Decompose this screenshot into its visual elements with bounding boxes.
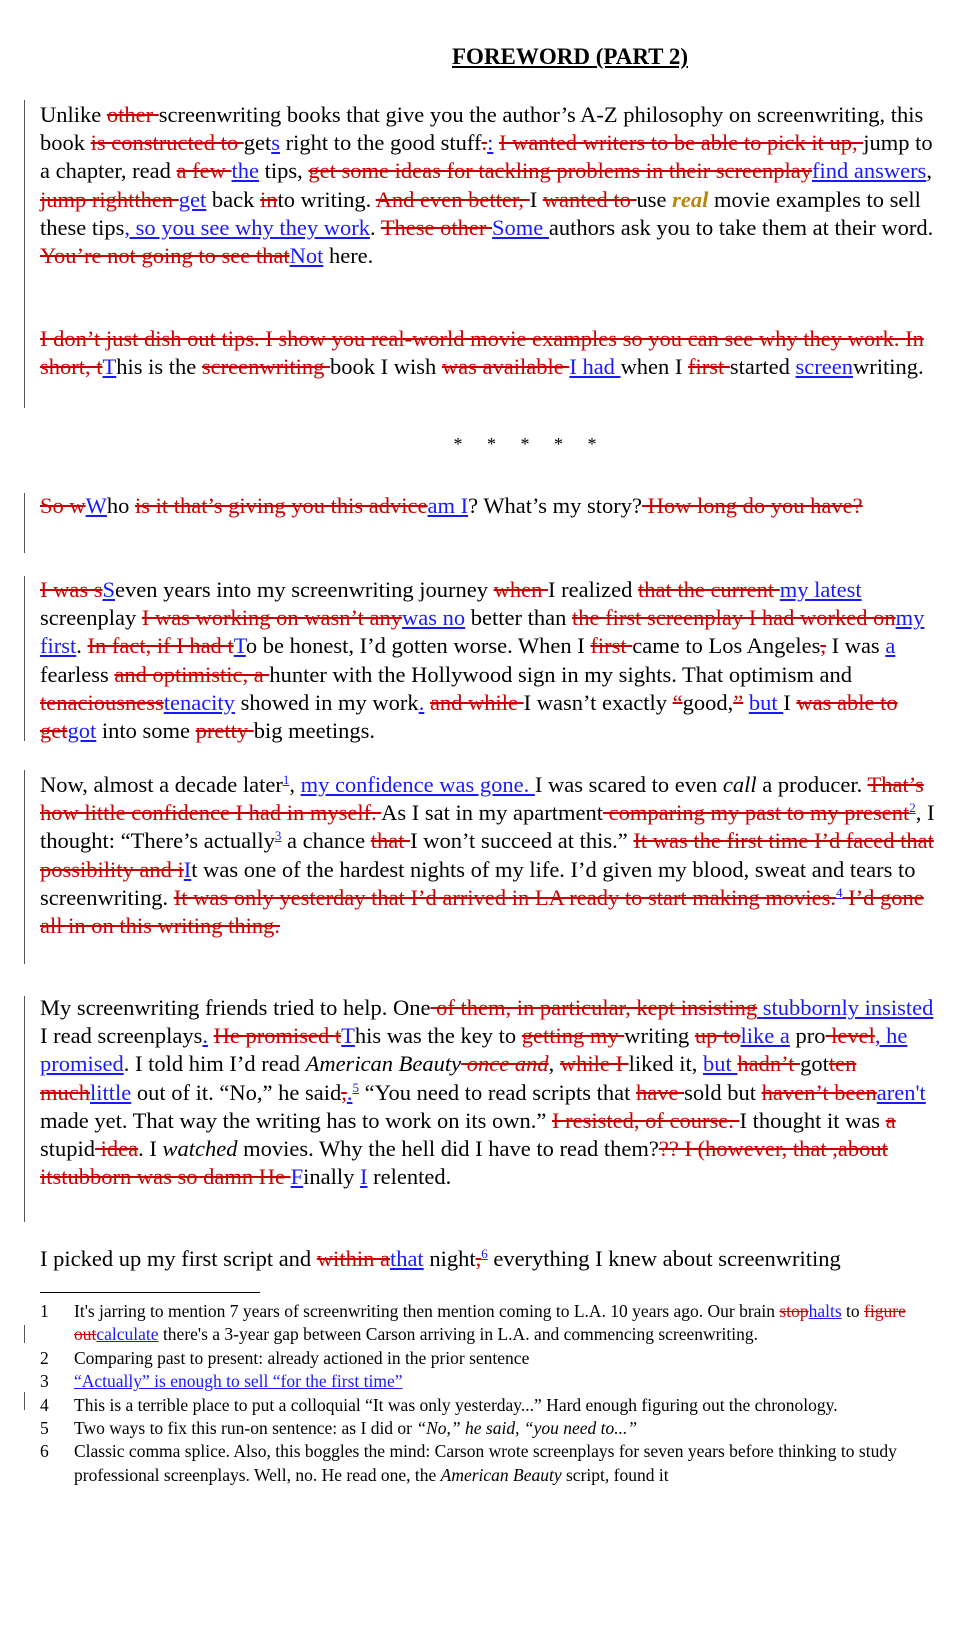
insertion: find answers — [811, 158, 927, 184]
deletion: I don’t just dish out tips. I show you real-world movie examples so you can see why they work. In short, t — [40, 326, 924, 380]
paragraph-7: I picked up my first script and within athat night,$^6$ everything I knew about screenwriting — [40, 1246, 841, 1271]
deletion: is constructed to — [90, 130, 244, 156]
deletion: That’s how little confidence I had in myself. — [40, 772, 924, 826]
insertion: Some — [492, 214, 549, 240]
insertion: . — [418, 689, 425, 715]
deletion: , — [820, 633, 826, 659]
deletion: So w — [40, 493, 86, 518]
page-title: FOREWORD (PART 2) — [452, 44, 688, 69]
deletion: once and — [461, 1051, 549, 1077]
insertion: T — [233, 633, 246, 659]
insertion: screen — [795, 354, 853, 380]
deletion: when — [493, 577, 549, 602]
deletion: the first screenplay I had worked on — [571, 605, 896, 631]
deletion: a few — [176, 158, 232, 184]
deletion: I was s — [40, 577, 103, 602]
deletion: and optimistic, a — [114, 661, 270, 687]
insertion: T — [102, 354, 117, 380]
deletion: getting my — [521, 1023, 625, 1049]
deletion: first — [688, 354, 730, 380]
deletion: was able to get — [40, 689, 898, 744]
insertion: but — [748, 689, 784, 715]
insertion: my confidence was gone. — [300, 772, 535, 797]
paragraph-6: My screenwriting friends tried to help. One of them, in particular, kept insisting stubbornly insisted I read screenplays. He promised tThis was the key to getting my writing up tolike a pro level, he promised. I told him I’d read American Beauty once and, while I liked it, but hadn’t gotten muchlittle out of it. “No,” he said,.$^5$ “You need to read scripts that have sold but haven’t beenaren't made yet. That way the writing has to work on its own.” I resisted, of course. I thought it was a stupid idea. I watched movies. Why the hell did I have to read them??? I (however, that ,about itstubborn was so damn He Finally I relented. — [40, 995, 934, 1190]
deletion: , — [341, 1079, 347, 1105]
deletion: tenaciousness — [40, 689, 164, 715]
deletion: These other — [380, 214, 493, 240]
deletion: How long do you have? — [642, 493, 863, 518]
footnote: 3 “Actually” is enough to sell “for the first time” — [40, 1371, 403, 1392]
deletion: then — [134, 186, 179, 212]
deletion: ten — [828, 1051, 857, 1077]
insertion: Not — [289, 243, 324, 269]
deletion: . — [481, 130, 488, 156]
deletion: And even better, — [375, 186, 530, 212]
insertion: W — [85, 493, 107, 518]
insertion: stubbornly insisted — [762, 995, 934, 1020]
deletion: comparing my past to my present — [603, 800, 910, 826]
deletion: figure out — [74, 1301, 906, 1345]
deletion: in — [259, 186, 278, 212]
deletion: I was working on wasn’t any — [141, 605, 402, 631]
footnote: 5 Two ways to fix this run-on sentence: as I did or “No,” he said, “you need to...” — [40, 1418, 638, 1439]
change-bar — [24, 100, 25, 408]
insertion: am I — [427, 493, 469, 518]
footnote-ref[interactable]: 4 — [836, 884, 843, 900]
footnote-ref[interactable]: 6 — [481, 1246, 488, 1261]
deletion: He promised t — [213, 1023, 342, 1049]
deletion: is it that’s giving you this advice — [135, 493, 428, 518]
deletion: , — [475, 1246, 482, 1271]
deletion: that — [370, 828, 411, 854]
deletion: wanted to — [542, 186, 637, 212]
deletion: that the current — [637, 577, 780, 602]
insertion: I had — [569, 354, 621, 380]
deletion: hadn’t — [737, 1051, 801, 1077]
deletion: idea — [95, 1136, 139, 1162]
footnote: 1 It's jarring to mention 7 years of screenwriting then mention coming to L.A. 10 years ago. Our brain stophalts to figure outcalculate there's a 3-year gap between Carson arriving in L.A. and commencing screenwriting. — [40, 1301, 906, 1345]
footnote-ref[interactable]: 5 — [352, 1079, 359, 1095]
insertion: S — [102, 577, 116, 602]
insertion: . — [346, 1079, 353, 1105]
insertion: my first — [40, 605, 925, 659]
deletion: ” — [733, 689, 744, 715]
insertion: aren't — [876, 1079, 926, 1105]
insertion: my latest — [779, 577, 862, 602]
insertion: F — [290, 1164, 304, 1190]
footnote: 4 This is a terrible place to put a colloquial “It was only yesterday...” Hard enough figuring out the chronology. — [40, 1394, 838, 1415]
insertion: , so you see why they work — [124, 214, 370, 240]
deletion: haven’t been — [761, 1079, 877, 1105]
insertion: calculate — [96, 1324, 159, 1345]
deletion: up to — [694, 1023, 741, 1049]
deletion: first — [590, 633, 633, 659]
insertion: s — [271, 130, 280, 156]
deletion: It was only yesterday that I’d arrived in LA ready to start making movies. — [173, 884, 837, 910]
insertion: a — [885, 633, 896, 659]
insertion: was no — [402, 605, 466, 631]
insertion: I — [360, 1164, 368, 1190]
change-bar — [24, 996, 25, 1222]
footnote: 2 Comparing past to present: already actioned in the prior sentence — [40, 1347, 530, 1368]
footnote-ref[interactable]: 2 — [909, 800, 916, 816]
paragraph-4: I was sSeven years into my screenwriting journey when I realized that the current my latest screenplay I was working on wasn’t anywas no better than the first screenplay I had worked onmy first. In fact, if I had tTo be honest, I’d gotten worse. When I first came to Los Angeles, I was a fearless and optimistic, a hunter with the Hollywood sign in my sights. That optimism and tenaciousnesstenacity showed in my work. and while I wasn’t exactly “good,” but I was able to getgot into some pretty big meetings. — [40, 577, 925, 744]
insertion: the — [231, 158, 259, 184]
deletion: It was the first time I’d faced that possibility and i — [40, 828, 934, 882]
section-separator: * * * * * — [453, 434, 607, 454]
deletion: was available — [441, 354, 570, 380]
insertion: : — [487, 130, 494, 156]
insertion: . — [202, 1023, 209, 1049]
deletion: jump right — [40, 186, 135, 212]
change-bar — [24, 770, 25, 964]
deletion: of them, in particular, kept insisting — [430, 995, 758, 1020]
insertion: get — [178, 186, 207, 212]
deletion: have — [635, 1079, 685, 1105]
insertion: but — [703, 1051, 738, 1077]
change-bar — [24, 576, 25, 741]
paragraph-1: Unlike other screenwriting books that give you the author’s A-Z philosophy on screenwriting, this book is constructed to gets right to the good stuff.: I wanted writers to be able to pick it up, jump to a chapter, read a few the tips, get some ideas for tackling problems in their screenplayfind answers, jump rightthen get back into writing. And even better, I wanted to use real movie examples to sell these tips, so you see why they work. These other Some authors ask you to take them at their word. You’re not going to see thatNot here. — [40, 102, 934, 269]
emphasis-real: real — [672, 186, 709, 212]
paragraph-3: So wWho is it that’s giving you this adviceam I? What’s my story? How long do you have? — [40, 493, 863, 518]
deletion: pretty — [195, 718, 254, 744]
footnote-separator — [40, 1292, 260, 1293]
footnotes — [40, 1300, 940, 1487]
deletion: In fact, if I had t — [87, 633, 234, 659]
deletion: a — [885, 1107, 896, 1133]
deletion: stop — [779, 1301, 809, 1321]
insertion: , he promised — [40, 1023, 908, 1077]
deletion: and while — [429, 689, 524, 715]
deletion: I’d gone all in on this writing thing. — [40, 884, 924, 939]
change-bar — [24, 1325, 25, 1343]
insertion: “Actually” is enough to sell “for the first time” — [74, 1371, 403, 1392]
change-bar — [24, 493, 25, 553]
deletion: You’re not going to see that — [40, 243, 290, 269]
insertion: that — [389, 1246, 424, 1271]
paragraph-5: Now, almost a decade later$^1$, my confidence was gone. I was scared to even call a producer. That’s how little confidence I had in myself. As I sat in my apartment comparing my past to my present$^2$, I thought: “There’s actually$^3$ a chance that I won’t succeed at this.” It was the first time I’d faced that possibility and iIt was one of the hardest nights of my life. I’d given my blood, sweat and tears to screenwriting. It was only yesterday that I’d arrived in LA ready to start making movies.$^4$ I’d gone all in on this writing thing. — [40, 772, 935, 939]
paragraph-2: I don’t just dish out tips. I show you real-world movie examples so you can see why they work. In short, tThis is the screenwriting book I wish was available I had when I first started screenwriting. — [40, 326, 924, 380]
footnote-ref[interactable]: 3 — [274, 828, 282, 844]
deletion: within a — [316, 1246, 390, 1271]
deletion: “ — [672, 689, 683, 715]
insertion: T — [341, 1023, 355, 1049]
deletion: level — [825, 1023, 875, 1049]
footnote: 6 Classic comma splice. Also, this boggles the mind: Carson wrote screenplays for seven years before thinking to study professional screenplays. Well, no. He read one, the American Beauty script, found it — [40, 1441, 897, 1485]
change-bar — [24, 1392, 25, 1410]
deletion: I resisted, of course. — [552, 1107, 740, 1133]
deletion: ?? I (however, that ,about itstubborn was so damn He — [40, 1136, 888, 1190]
deletion: screenwriting — [201, 354, 330, 380]
deletion: much — [40, 1079, 90, 1105]
deletion: I wanted writers to be able to pick it up, — [498, 130, 864, 156]
insertion: halts — [808, 1301, 842, 1321]
deletion: get some ideas for tackling problems in their screenplay — [308, 158, 812, 184]
insertion: I — [183, 856, 192, 882]
insertion: little — [90, 1079, 132, 1105]
footnote-ref[interactable]: 1 — [282, 772, 290, 787]
deletion: while I — [559, 1051, 629, 1077]
insertion: like a — [740, 1023, 790, 1049]
insertion: got — [67, 718, 97, 744]
insertion: tenacity — [163, 689, 235, 715]
deletion: other — [106, 102, 159, 127]
